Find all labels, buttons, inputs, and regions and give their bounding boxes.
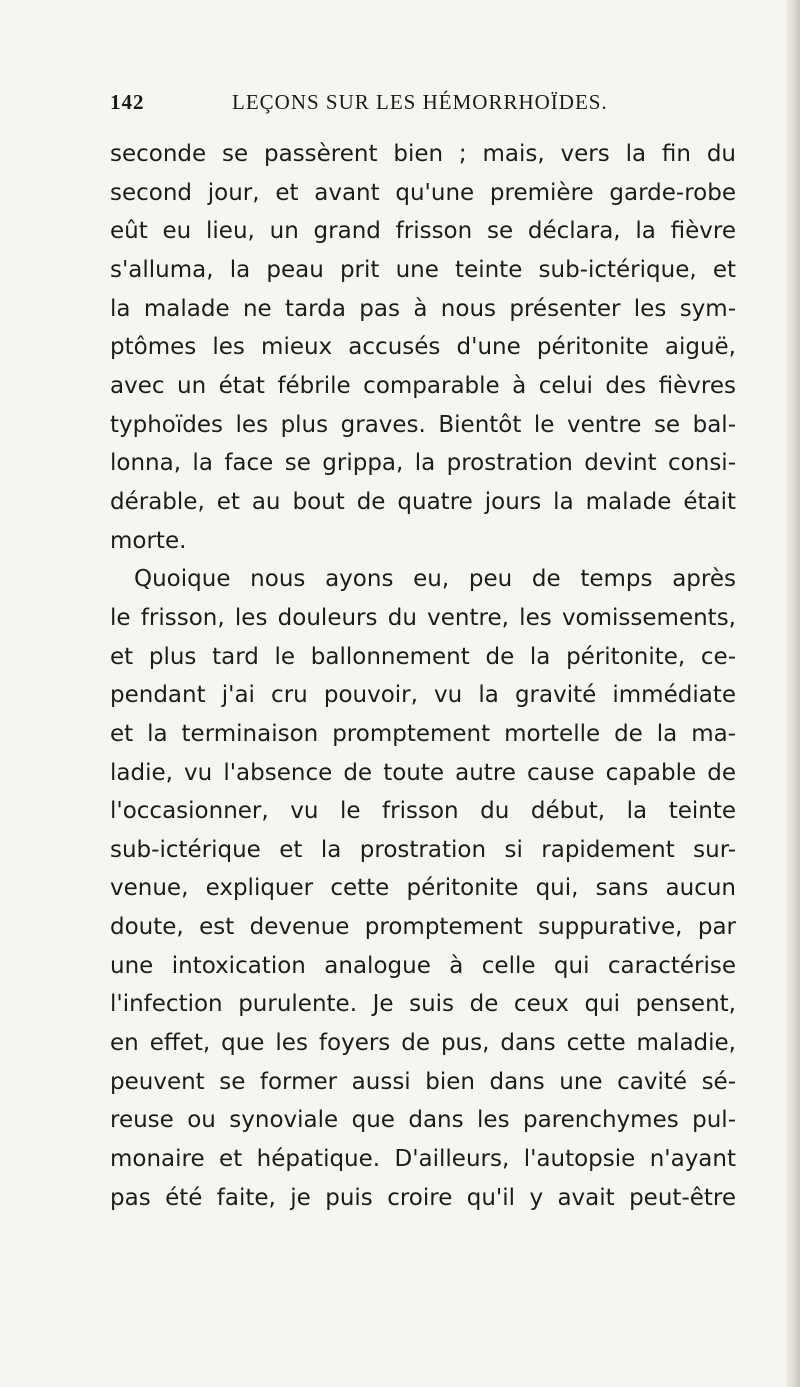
text-line: pas été faite, je puis croire qu'il y avait peut-être [110, 1184, 736, 1211]
page-number: 142 [110, 90, 145, 114]
text-line: morte. [110, 527, 187, 554]
text-line: eût eu lieu, un grand frisson se déclara, la fièvre [110, 218, 736, 245]
text-line: la malade ne tarda pas à nous présenter les sym- [110, 295, 736, 322]
text-line: lonna, la face se grippa, la prostration devint consi- [110, 450, 736, 477]
text-line: typhoïdes les plus graves. Bientôt le ventre se bal- [110, 411, 736, 438]
text-line: le frisson, les douleurs du ventre, les vomissements, [110, 604, 736, 631]
text-line: seconde se passèrent bien ; mais, vers la fin du [110, 141, 736, 167]
text-line: ptômes les mieux accusés d'une péritonite aiguë, [110, 334, 736, 361]
text-line: peuvent se former aussi bien dans une cavité sé- [110, 1068, 736, 1095]
text-line: monaire et hépatique. D'ailleurs, l'autopsie n'ayant [110, 1146, 736, 1173]
text-line: doute, est devenue promptement suppurative, par [110, 914, 736, 941]
text-line: s'alluma, la peau prit une teinte sub-ictérique, et [110, 256, 736, 283]
text-line: reuse ou synoviale que dans les parenchymes pul- [110, 1107, 736, 1134]
body-text [110, 135, 736, 1217]
text-line: dérable, et au bout de quatre jours la malade était [110, 488, 736, 515]
page-edge [786, 0, 800, 1387]
text-line: sub-ictérique et la prostration si rapidement sur- [110, 836, 736, 863]
text-line: et la terminaison promptement mortelle de la ma- [110, 720, 736, 747]
running-title: LEÇONS SUR LES HÉMORRHOÏDES. [232, 90, 608, 114]
text-line: avec un état fébrile comparable à celui des fièvres [110, 372, 736, 399]
text-line: l'occasionner, vu le frisson du début, la teinte [110, 798, 736, 825]
text-line: second jour, et avant qu'une première garde-robe [110, 179, 736, 206]
text-line: une intoxication analogue à celle qui caractérise [110, 952, 736, 979]
text-line: venue, expliquer cette péritonite qui, sans aucun [110, 875, 736, 902]
text-line: Quoique nous ayons eu, peu de temps après [134, 566, 736, 593]
text-line: ladie, vu l'absence de toute autre cause capable de [110, 759, 736, 786]
text-line: l'infection purulente. Je suis de ceux qui pensent, [110, 991, 736, 1018]
text-line: en effet, que les foyers de pus, dans cette maladie, [110, 1030, 736, 1057]
text-line: et plus tard le ballonnement de la péritonite, ce- [110, 643, 736, 670]
text-line: pendant j'ai cru pouvoir, vu la gravité immédiate [110, 682, 736, 709]
